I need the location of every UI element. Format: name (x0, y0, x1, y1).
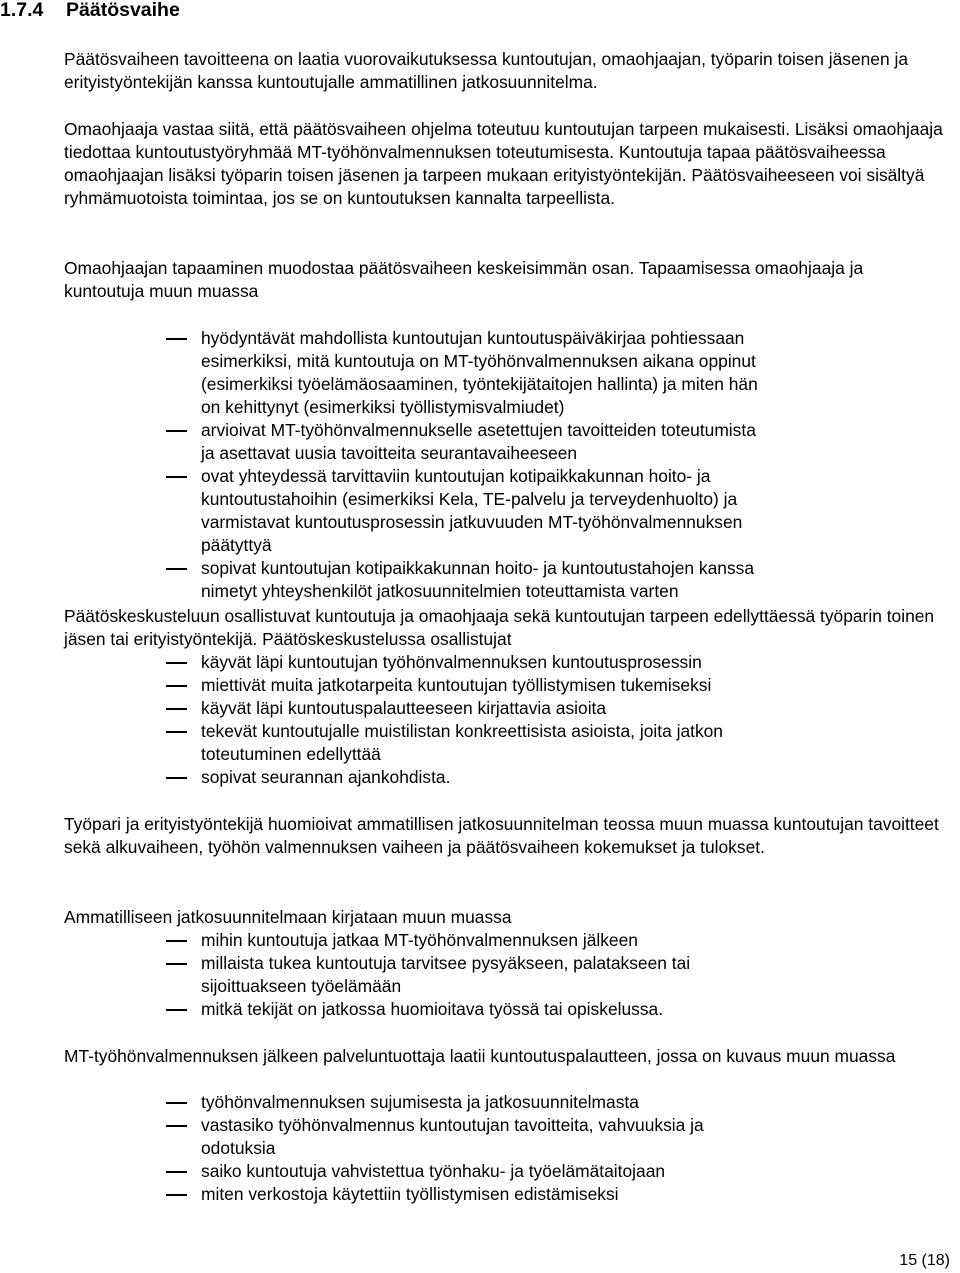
feedback-contents-list (0, 1091, 960, 1206)
meeting-tasks-list (0, 327, 960, 603)
list-item: ovat yhteydessä tarvittaviin kuntoutujan kotipaikkakunnan hoito- ja kuntoutustahoihin (esimerkiksi Kela, TE-palvelu ja terveydenhuolto) ja varmistavat kuntoutusprosessin jatkuvuuden MT-työhönvalmennuksen päätyttyä (0, 465, 759, 557)
section-title: Päätösvaihe (66, 0, 180, 21)
list-item: mitkä tekijät on jatkossa huomioitava työssä tai opiskelussa. (0, 998, 759, 1021)
list-item: mihin kuntoutuja jatkaa MT-työhönvalmennuksen jälkeen (0, 929, 759, 952)
plan-contents-list (0, 929, 960, 1021)
page-number: 15 (18) (899, 1252, 950, 1269)
list-item: arvioivat MT-työhönvalmennukselle asetettujen tavoitteiden toteutumista ja asettavat uusia tavoitteita seurantavaiheeseen (0, 419, 759, 465)
list-item: vastasiko työhönvalmennus kuntoutujan tavoitteita, vahvuuksia ja odotuksia (0, 1114, 759, 1160)
section-heading (0, 0, 180, 22)
list-item: sopivat kuntoutujan kotipaikkakunnan hoito- ja kuntoutustahojen kanssa nimetyt yhteyshenkilöt jatkosuunnitelmien toteuttamista varten (0, 557, 759, 603)
list-item: miettivät muita jatkotarpeita kuntoutujan työllistymisen tukemiseksi (0, 674, 759, 697)
paragraph-plan-intro: Ammatilliseen jatkosuunnitelmaan kirjataan muun muassa (64, 907, 512, 927)
paragraph-work-pair: Työpari ja erityistyöntekijä huomioivat ammatillisen jatkosuunnitelman teossa muun muassa kuntoutujan tavoitteet sekä alkuvaiheen, työhön valmennuksen vaiheen ja päätösvaiheen kokemukset ja tulokset. (64, 814, 939, 857)
paragraph-final-discussion: Päätöskeskusteluun osallistuvat kuntoutuja ja omaohjaaja sekä kuntoutujan tarpeen edellyttäessä työparin toinen jäsen tai erityistyöntekijä. Päätöskeskustelussa osallistujat (64, 606, 935, 649)
paragraph-meeting-intro: Omaohjaajan tapaaminen muodostaa päätösvaiheen keskeisimmän osan. Tapaamisessa omaohjaaja ja kuntoutuja muun muassa (64, 258, 864, 301)
list-item: sopivat seurannan ajankohdista. (0, 766, 759, 789)
list-item: käyvät läpi kuntoutuspalautteeseen kirjattavia asioita (0, 697, 759, 720)
paragraph-responsibility: Omaohjaaja vastaa siitä, että päätösvaiheen ohjelma toteutuu kuntoutujan tarpeen mukaisesti. Lisäksi omaohjaaja tiedottaa kuntoutustyöryhmää MT-työhönvalmennuksen toteutumisesta. Kuntoutuja tapaa päätösvaiheessa omaohjaajan lisäksi työparin toisen jäsenen ja tarpeen mukaan erityistyöntekijän. Päätösvaiheeseen voi sisältyä ryhmämuotoista toimintaa, jos se on kuntoutuksen kannalta tarpeellista. (64, 119, 943, 208)
list-item: käyvät läpi kuntoutujan työhönvalmennuksen kuntoutusprosessin (0, 651, 759, 674)
list-item: työhönvalmennuksen sujumisesta ja jatkosuunnitelmasta (0, 1091, 759, 1114)
discussion-tasks-list (0, 651, 960, 789)
list-item: miten verkostoja käytettiin työllistymisen edistämiseksi (0, 1183, 759, 1206)
list-item: tekevät kuntoutujalle muistilistan konkreettisista asioista, joita jatkon toteutuminen edellyttää (0, 720, 759, 766)
list-item: millaista tukea kuntoutuja tarvitsee pysyäkseen, palatakseen tai sijoittuakseen työelämään (0, 952, 759, 998)
section-number: 1.7.4 (0, 0, 44, 21)
paragraph-feedback-intro: MT-työhönvalmennuksen jälkeen palveluntuottaja laatii kuntoutuspalautteen, jossa on kuvaus muun muassa (64, 1046, 896, 1066)
list-item: saiko kuntoutuja vahvistettua työnhaku- ja työelämätaitojaan (0, 1160, 759, 1183)
list-item: hyödyntävät mahdollista kuntoutujan kuntoutuspäiväkirjaa pohtiessaan esimerkiksi, mitä kuntoutuja on MT-työhönvalmennuksen aikana oppinut (esimerkiksi työelämäosaaminen, työntekijätaitojen hallinta) ja miten hän on kehittynyt (esimerkiksi työllistymisvalmiudet) (0, 327, 759, 419)
paragraph-goal: Päätösvaiheen tavoitteena on laatia vuorovaikutuksessa kuntoutujan, omaohjaajan, työparin toisen jäsenen ja erityistyöntekijän kanssa kuntoutujalle ammatillinen jatkosuunnitelma. (64, 49, 909, 92)
